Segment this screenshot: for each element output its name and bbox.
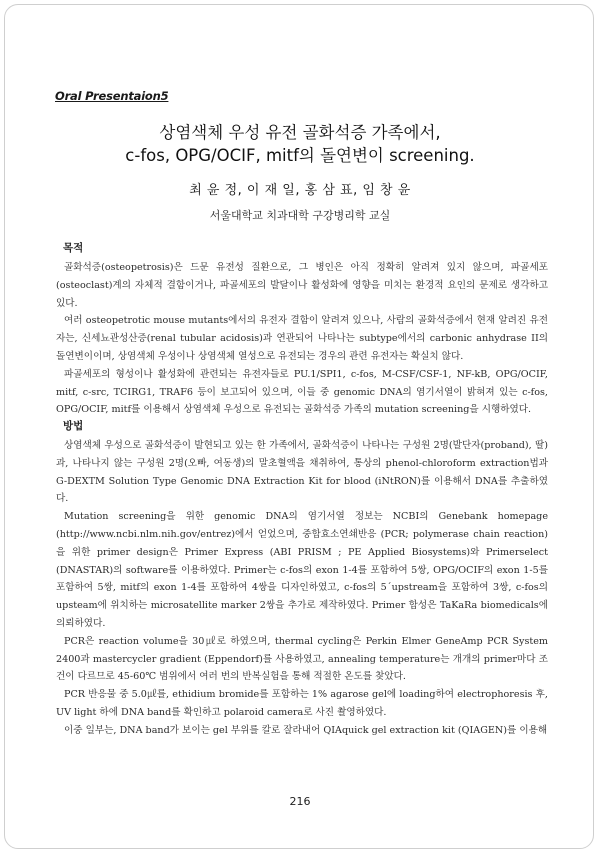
- affiliation: 서울대학교 치과대학 구강병리학 교실: [209, 209, 391, 222]
- purpose-paragraph: 파골세포의 형성이나 활성화에 관련되는 유전자들로 PU.1/SPI1, c-fos, M-CSF/CSF-1, NF-kB, OPG/OCIF, mitf, c-src, TCIRG1, TRAF6 등이 보고되어 있으며, 이들 중 genomic DNA의 염기서열이 밝혀져 있는 c-fos, OPG/OCIF, mitf를 이용해서 상염색체 우성으로 유전되는 골화석증 가족의 mutation screening을 시행하였다.: [56, 368, 548, 416]
- method-heading: 방법: [63, 420, 84, 432]
- method-paragraph: PCR 반응물 중 5.0㎕를, ethidium bromide를 포함하는 1% agarose gel에 loading하여 electrophoresis 후, UV light 하에 DNA band를 확인하고 polaroid camera로 사진 촬영하였다.: [56, 689, 548, 718]
- method-paragraph: PCR은 reaction volume을 30㎕로 하였으며, thermal cycling은 Perkin Elmer GeneAmp PCR System 2400과 mastercycler gradient (Eppendorf)를 사용하였고, annealing temperature는 개개의 primer마다 조건이 다르므로 45-60℃ 범위에서 여러 번의 반복실험을 통해 적절한 온도를 찾았다.: [56, 635, 548, 683]
- method-body: [56, 437, 548, 740]
- purpose-paragraph: 여러 osteopetrotic mouse mutants에서의 유전자 결함이 알려져 있으나, 사람의 골화석증에서 현재 알려진 유전자는, 신세뇨관성산증(renal tubular acidosis)과 연관되어 나타나는 subtype에서의 carbonic anhydrase II의 돌연변이이며, 상염색체 우성이나 상염색체 열성으로 유전되는 경우의 관련 유전자는 확실치 않다.: [56, 315, 548, 362]
- authors: 최 윤 정, 이 재 일, 홍 삼 표, 임 창 윤: [189, 183, 411, 198]
- page-number: 216: [289, 795, 311, 808]
- purpose-heading: 목적: [63, 242, 84, 254]
- method-paragraph: 상염색체 우성으로 골화석증이 발현되고 있는 한 가족에서, 골화석증이 나타나는 구성원 2명(발단자(proband), 딸)과, 나타나지 않는 구성원 2명(오빠, 여동생)의 말초혈액을 채취하여, 통상의 phenol-chloroform extraction법과 G-DEXTM Solution Type Genomic DNA Extraction Kit for blood (iNtRON)를 이용해서 DNA를 추출하였다.: [56, 440, 548, 505]
- method-paragraph: 이중 일부는, DNA band가 보이는 gel 부위를 칼로 잘라내어 QIAquick gel extraction kit (QIAGEN)를 이용해: [64, 724, 548, 736]
- paper-title-line1: 상염색체 우성 유전 골화석증 가족에서,: [159, 123, 441, 142]
- purpose-body: [56, 259, 548, 419]
- section-tag: Oral Presentaion5: [55, 89, 169, 103]
- purpose-paragraph: 골화석증(osteopetrosis)은 드문 유전성 질환으로, 그 병인은 아직 정확히 알려져 있지 않으며, 파골세포(osteoclast)계의 자체적 결함이거나, 파골세포의 발달이나 활성화에 영향을 미치는 환경적 요인의 문제로 생각하고 있다.: [56, 262, 548, 309]
- method-paragraph: Mutation screening을 위한 genomic DNA의 염기서열 정보는 NCBI의 Genebank homepage (http://www.ncbi.nlm.nih.gov/entrez)에서 얻었으며, 중합효소연쇄반응 (PCR; polymerase chain reaction)을 위한 primer design은 Primer Express (ABI PRISM ; PE Applied Biosystems)와 Primerselect (DNASTAR)의 software를 이용하였다. Primer는 c-fos의 exon 1-4를 포함하여 5쌍, OPG/OCIF의 exon 1-5를 포함하여 5쌍, mitf의 exon 1-4를 포함하여 4쌍을 디자인하였고, c-fos의 5´upstream을 포함하여 3쌍, c-fos의 upsteam에 위치하는 microsatellite marker 2쌍을 추가로 제작하였다. Primer 합성은 TaKaRa biomedicals에 의뢰하였다.: [56, 511, 548, 629]
- paper-title-line2: c-fos, OPG/OCIF, mitf의 돌연변이 screening.: [125, 146, 475, 165]
